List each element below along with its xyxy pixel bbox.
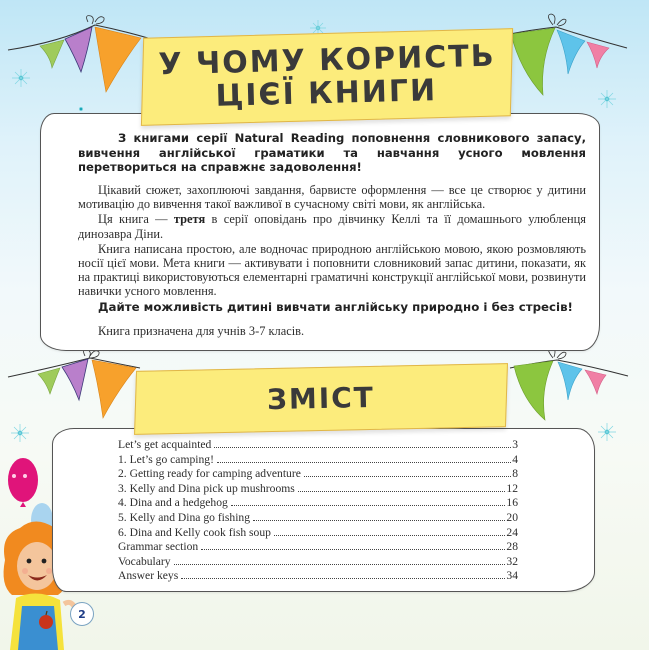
toc-entry[interactable] (118, 569, 518, 584)
toc-entry-title: 2. Getting ready for camping adventure (118, 467, 301, 481)
toc-entry-page: 16 (506, 496, 518, 510)
toc-dot-leader (304, 476, 511, 477)
toc-entry-title: Let’s get acquainted (118, 438, 212, 451)
bunting-middle-right (510, 347, 628, 420)
toc-dot-leader (217, 462, 511, 463)
toc-entry-title: 1. Let’s go camping! (118, 452, 214, 466)
toc-entry[interactable] (118, 438, 518, 453)
callout-text: Дайте можливість дитині вивчати англійську природно і без стресів! (98, 300, 573, 314)
toc-entry-title: 4. Dina and a hedgehog (118, 496, 228, 510)
toc-dot-leader (253, 520, 505, 521)
toc-dot-leader (298, 491, 506, 492)
intro-lead-text (78, 131, 586, 175)
toc-entry[interactable] (118, 453, 518, 468)
toc-entry-page: 32 (506, 554, 518, 568)
intro-paragraph-2 (78, 212, 586, 240)
page-number-badge: 2 (70, 602, 94, 626)
paragraph-2-start: Ця книга — (98, 212, 174, 227)
toc-entry[interactable] (118, 467, 518, 482)
toc-entry[interactable] (118, 496, 518, 511)
bunting-top-left (8, 16, 148, 92)
toc-dot-leader (201, 549, 505, 550)
toc-entry-title: Vocabulary (118, 554, 171, 568)
toc-entry-page: 34 (506, 569, 518, 583)
toc-entry-title: 5. Kelly and Dina go fishing (118, 510, 251, 524)
paragraph-2-end: в серії оповідань про дівчинку Келлі та її домашнього улюбленця динозавра Діни. (78, 212, 586, 241)
toc-entry-page: 3 (512, 438, 518, 451)
intro-title-line-2: ЦІЄЇ КНИГИ (215, 72, 438, 114)
toc-entry-page: 12 (506, 481, 518, 495)
toc-entry-title: 3. Kelly and Dina pick up mushrooms (118, 481, 295, 495)
toc-entry[interactable] (118, 511, 518, 526)
contents-title: ЗМІСТ (266, 380, 376, 417)
intro-paragraph-1: Цікавий сюжет, захоплюючі завдання, барвисте оформлення — все це створює у дитини мотивацію до вивчення такої важливої в сучасному світі мови, як англійська. (78, 183, 586, 212)
bunting-middle-left (8, 350, 140, 418)
toc-dot-leader (174, 564, 506, 565)
intro-paragraph-3: Книга написана простою, але водночас природною англійською мовою, якою розмовляють носії цієї мови. Мета книги — активувати і поповнити словниковий запас дитини, показати, як на практиці використовуються елементарні граматичні конструкції англійської мови, розвинути навички усного мовлення. (78, 241, 586, 299)
toc-dot-leader (214, 447, 511, 448)
intro-body (78, 183, 586, 300)
toc-entry[interactable] (118, 540, 518, 555)
toc-dot-leader (274, 535, 505, 536)
intro-title-line-1: У ЧОМУ КОРИСТЬ (158, 38, 497, 82)
toc-entry-title: Answer keys (118, 569, 179, 583)
toc-entry-title: 6. Dina and Kelly cook fish soup (118, 525, 271, 539)
toc-entry-page: 24 (506, 525, 518, 539)
toc-entry-page: 28 (506, 540, 518, 554)
toc-entry-page: 8 (512, 467, 518, 481)
toc-entry[interactable] (118, 526, 518, 541)
contents-title-banner (134, 363, 508, 435)
toc-entry[interactable] (118, 482, 518, 497)
toc-dot-leader (231, 505, 506, 506)
toc-entry[interactable] (118, 555, 518, 570)
table-of-contents (118, 438, 518, 584)
intro-title-banner (141, 28, 513, 126)
lead-sentence: З книгами серії Natural Reading поповнення словникового запасу, вивчення англійської граматики та навчання усного мовлення перетвориться на справжнє задоволення! (78, 131, 586, 174)
toc-entry-page: 4 (512, 452, 518, 466)
toc-entry-page: 20 (506, 510, 518, 524)
bunting-top-right (510, 14, 627, 95)
toc-entry-title: Grammar section (118, 540, 199, 554)
toc-dot-leader (181, 578, 505, 579)
paragraph-2-emphasis: третя (173, 212, 206, 227)
audience-note: Книга призначена для учнів 3-7 класів. (98, 324, 305, 338)
